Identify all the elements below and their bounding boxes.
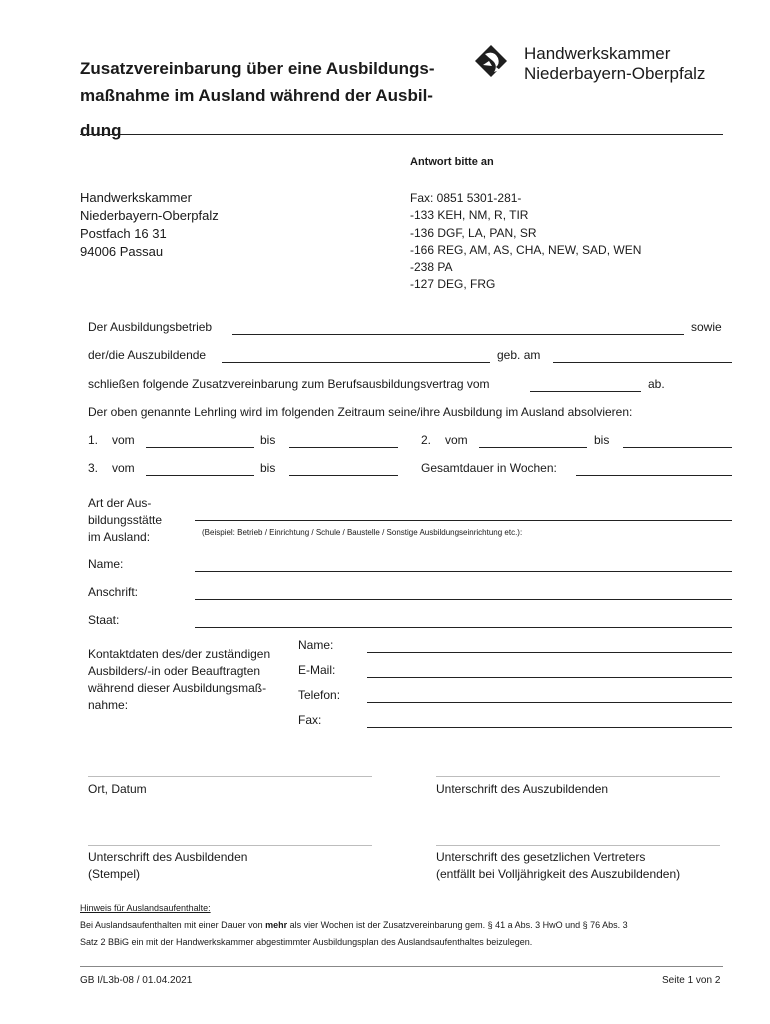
period-3-vom-field[interactable] [146, 475, 254, 476]
fax-line: -127 DEG, FRG [410, 277, 496, 292]
kontakt-email-label: E-Mail: [298, 663, 336, 677]
fax-line: -238 PA [410, 260, 453, 275]
art-field[interactable] [195, 520, 732, 521]
logo-text [524, 44, 705, 84]
unterschrift-azubi-line[interactable] [436, 776, 720, 777]
period-1-vom-field[interactable] [146, 447, 254, 448]
hint-text: als vier Wochen ist der Zusatzvereinbarung gem. § 41 a Abs. 3 HwO und § 76 Abs. 3 [287, 920, 628, 930]
kontakt-name-field[interactable] [367, 652, 732, 653]
hint-line-2: Satz 2 BBiG ein mit der Handwerkskammer abgestimmter Ausbildungsplan des Auslandsaufenthaltes beizulegen. [80, 937, 533, 947]
hint-line-1 [80, 920, 628, 930]
geburtsdatum-field[interactable] [553, 362, 732, 363]
period-2-vom-field[interactable] [479, 447, 587, 448]
kontakt-telefon-field[interactable] [367, 702, 732, 703]
name-field[interactable] [195, 571, 732, 572]
fax-line: Fax: 0851 5301-281- [410, 191, 522, 205]
document-title [80, 55, 435, 144]
reply-heading: Antwort bitte an [410, 156, 494, 168]
betrieb-label: Der Ausbildungsbetrieb [88, 320, 213, 334]
art-label-line: bildungsstätte [88, 513, 163, 527]
kontakt-telefon-label: Telefon: [298, 688, 341, 702]
anschrift-label: Anschrift: [88, 585, 139, 599]
unterschrift-vertreter-label [436, 849, 680, 883]
address-line: Handwerkskammer [80, 190, 192, 205]
kontakt-fax-field[interactable] [367, 727, 732, 728]
kontakt-label-line: Ausbilders/-in oder Beauftragten [88, 664, 261, 678]
period-1-bis-field[interactable] [289, 447, 398, 448]
address-line: 94006 Passau [80, 244, 164, 259]
header-divider [80, 134, 723, 135]
name-label: Name: [88, 557, 124, 571]
fax-line: -166 REG, AM, AS, CHA, NEW, SAD, WEN [410, 242, 642, 257]
sig-label-line: Unterschrift des gesetzlichen Vertreters [436, 850, 646, 864]
hint-heading: Hinweis für Auslandsaufenthalte: [80, 903, 211, 913]
staat-field[interactable] [195, 627, 732, 628]
geb-label: geb. am [497, 348, 541, 362]
staat-label: Staat: [88, 613, 120, 627]
footer-divider [80, 966, 723, 967]
azubi-field[interactable] [222, 362, 490, 363]
hint-emphasis: mehr [265, 920, 288, 930]
gesamtdauer-label: Gesamtdauer in Wochen: [421, 461, 557, 475]
schliessen-text: schließen folgende Zusatzvereinbarung zum Berufsausbildungsvertrag vom [88, 377, 490, 391]
art-label-line: im Ausland: [88, 530, 151, 544]
period-3-bis-label: bis [260, 461, 276, 475]
title-line-3: dung [80, 121, 122, 140]
logo-line-1: Handwerkskammer [524, 44, 671, 63]
period-2-vom-label: vom [445, 433, 468, 447]
vertrag-datum-field[interactable] [530, 391, 641, 392]
gesamtdauer-field[interactable] [576, 475, 732, 476]
sig-label-line: Unterschrift des Ausbildenden [88, 850, 248, 864]
art-hint: (Beispiel: Betrieb / Einrichtung / Schule / Baustelle / Sonstige Ausbildungseinrichtung etc.): [202, 528, 523, 537]
kontakt-name-label: Name: [298, 638, 334, 652]
ab-text: ab. [648, 377, 665, 391]
kontakt-label [88, 646, 270, 714]
unterschrift-azubi-label: Unterschrift des Auszubildenden [436, 782, 609, 796]
unterschrift-ausbildender-line[interactable] [88, 845, 372, 846]
art-label [88, 495, 162, 546]
sig-label-line: (Stempel) [88, 867, 141, 881]
title-line-2: maßnahme im Ausland während der Ausbil- [80, 86, 433, 105]
kontakt-label-line: nahme: [88, 698, 129, 712]
azubi-label: der/die Auszubildende [88, 348, 207, 362]
footer-code: GB I/L3b-08 / 01.04.2021 [80, 975, 193, 986]
period-1-number: 1. [88, 433, 99, 447]
unterschrift-ausbildender-label [88, 849, 247, 883]
reply-address [80, 189, 219, 261]
betrieb-field[interactable] [232, 334, 684, 335]
sowie-text: sowie [691, 320, 722, 334]
unterschrift-vertreter-line[interactable] [436, 845, 720, 846]
page-number: Seite 1 von 2 [662, 975, 721, 986]
kontakt-label-line: während dieser Ausbildungsmaß- [88, 681, 267, 695]
ort-datum-label: Ort, Datum [88, 782, 147, 796]
ort-datum-line[interactable] [88, 776, 372, 777]
fax-line: -136 DGF, LA, PAN, SR [410, 225, 537, 240]
period-3-bis-field[interactable] [289, 475, 398, 476]
sig-label-line: (entfällt bei Volljährigkeit des Auszubildenden) [436, 867, 681, 881]
period-2-bis-field[interactable] [623, 447, 732, 448]
hint-text: Bei Auslandsaufenthalten mit einer Dauer von [80, 920, 266, 930]
fax-line: -133 KEH, NM, R, TIR [410, 208, 529, 223]
address-line: Postfach 16 31 [80, 226, 167, 241]
title-line-1: Zusatzvereinbarung über eine Ausbildungs- [80, 59, 435, 78]
period-3-number: 3. [88, 461, 99, 475]
period-2-bis-label: bis [594, 433, 610, 447]
kontakt-email-field[interactable] [367, 677, 732, 678]
art-label-line: Art der Aus- [88, 496, 152, 510]
zeitraum-text: Der oben genannte Lehrling wird im folgenden Zeitraum seine/ihre Ausbildung im Ausland absolvieren: [88, 405, 633, 419]
address-line: Niederbayern-Oberpfalz [80, 208, 219, 223]
logo-line-2: Niederbayern-Oberpfalz [524, 64, 706, 83]
anschrift-field[interactable] [195, 599, 732, 600]
period-2-number: 2. [421, 433, 432, 447]
reply-fax [410, 190, 641, 294]
period-1-bis-label: bis [260, 433, 276, 447]
kontakt-fax-label: Fax: [298, 713, 322, 727]
kontakt-label-line: Kontaktdaten des/der zuständigen [88, 647, 271, 661]
hwk-logo-icon [474, 44, 508, 78]
period-1-vom-label: vom [112, 433, 135, 447]
period-3-vom-label: vom [112, 461, 135, 475]
